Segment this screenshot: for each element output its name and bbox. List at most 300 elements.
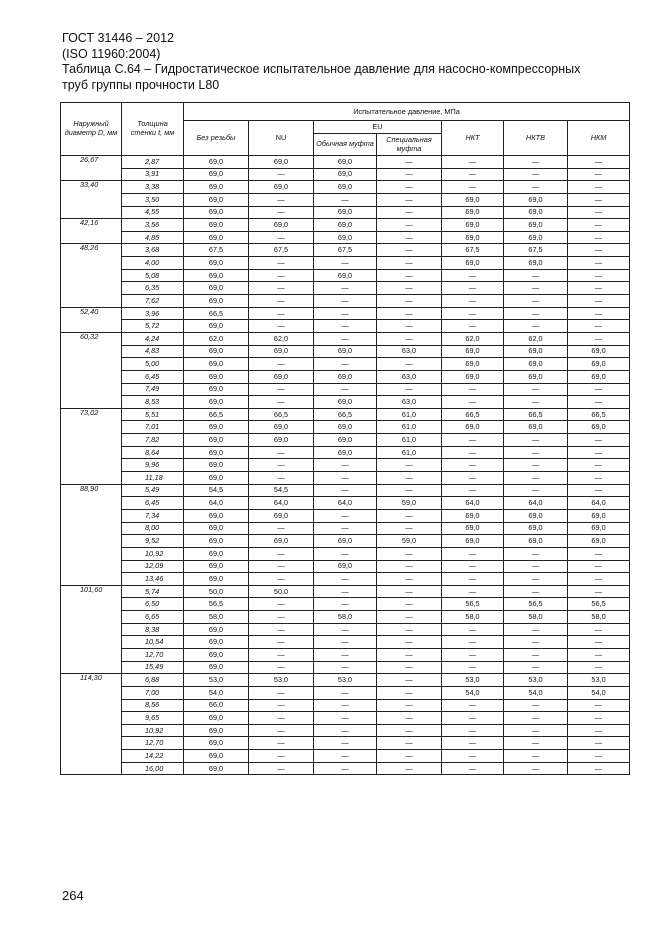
outer-diameter-cell: 60,32 — [61, 332, 122, 408]
pressure-cell: 69,0 — [249, 370, 314, 383]
pressure-cell: 69,0 — [504, 345, 568, 358]
pressure-cell: 69,0 — [249, 219, 314, 232]
table-row — [61, 762, 630, 775]
pressure-cell: 69,0 — [184, 522, 249, 535]
pressure-cell: — — [568, 244, 630, 257]
table-row — [61, 674, 630, 687]
pressure-cell: 69,0 — [249, 421, 314, 434]
pressure-cell: — — [377, 686, 442, 699]
pressure-cell: — — [314, 358, 377, 371]
pressure-cell: — — [314, 598, 377, 611]
pressure-cell: — — [377, 648, 442, 661]
table-row — [61, 345, 630, 358]
table-row — [61, 408, 630, 421]
pressure-cell: 69,0 — [314, 156, 377, 169]
pressure-cell: — — [568, 181, 630, 194]
pressure-cell: 54,0 — [568, 686, 630, 699]
pressure-cell: 59,0 — [377, 535, 442, 548]
table-row — [61, 168, 630, 181]
wall-thickness-cell: 11,18 — [122, 472, 184, 485]
pressure-cell: 69,0 — [184, 724, 249, 737]
pressure-cell: 67,5 — [442, 244, 504, 257]
table-row — [61, 611, 630, 624]
pressure-cell: 54,0 — [504, 686, 568, 699]
pressure-cell: 66,5 — [184, 408, 249, 421]
pressure-cell: — — [249, 446, 314, 459]
table-row — [61, 484, 630, 497]
pressure-cell: 69,0 — [568, 421, 630, 434]
header-eu-regular-coupling: Обычная муфта — [314, 134, 377, 156]
wall-thickness-cell: 5,49 — [122, 484, 184, 497]
pressure-cell: — — [314, 547, 377, 560]
pressure-cell: 69,0 — [184, 231, 249, 244]
pressure-cell: — — [568, 307, 630, 320]
pressure-cell: 69,0 — [184, 712, 249, 725]
pressure-cell: 56,5 — [442, 598, 504, 611]
pressure-cell: 54,5 — [184, 484, 249, 497]
pressure-cell: — — [377, 320, 442, 333]
pressure-cell: 69,0 — [184, 459, 249, 472]
pressure-cell: — — [568, 636, 630, 649]
table-row — [61, 737, 630, 750]
wall-thickness-cell: 3,68 — [122, 244, 184, 257]
pressure-cell: — — [568, 332, 630, 345]
pressure-cell: 69,0 — [504, 370, 568, 383]
pressure-cell: 66,0 — [184, 699, 249, 712]
pressure-cell: — — [249, 257, 314, 270]
table-row — [61, 206, 630, 219]
table-row — [61, 661, 630, 674]
pressure-cell: — — [504, 472, 568, 485]
table-body — [61, 156, 630, 775]
pressure-cell: 62,0 — [184, 332, 249, 345]
pressure-cell: — — [442, 762, 504, 775]
pressure-cell: — — [249, 636, 314, 649]
header-nu: NU — [249, 121, 314, 156]
pressure-cell: 56,5 — [504, 598, 568, 611]
pressure-cell: — — [442, 396, 504, 409]
pressure-cell: — — [249, 712, 314, 725]
pressure-cell: — — [504, 648, 568, 661]
pressure-cell: — — [442, 156, 504, 169]
wall-thickness-cell: 9,52 — [122, 535, 184, 548]
pressure-cell: — — [377, 282, 442, 295]
pressure-cell: 69,0 — [504, 193, 568, 206]
pressure-cell: 69,0 — [184, 181, 249, 194]
wall-thickness-cell: 3,38 — [122, 181, 184, 194]
wall-thickness-cell: 15,49 — [122, 661, 184, 674]
table-row — [61, 396, 630, 409]
pressure-cell: 53,0 — [568, 674, 630, 687]
pressure-cell: 69,0 — [249, 535, 314, 548]
pressure-cell: — — [249, 459, 314, 472]
pressure-cell: — — [249, 623, 314, 636]
pressure-cell: — — [504, 168, 568, 181]
pressure-cell: 69,0 — [504, 257, 568, 270]
pressure-cell: — — [568, 446, 630, 459]
pressure-cell: 69,0 — [184, 206, 249, 219]
table-row — [61, 295, 630, 308]
pressure-cell: 69,0 — [184, 472, 249, 485]
wall-thickness-cell: 8,38 — [122, 623, 184, 636]
pressure-cell: — — [314, 282, 377, 295]
pressure-cell: 64,0 — [249, 497, 314, 510]
pressure-cell: 69,0 — [568, 535, 630, 548]
pressure-cell: 69,0 — [184, 156, 249, 169]
pressure-cell: — — [568, 699, 630, 712]
header-wall-thickness: Толщина стенки t, мм — [122, 103, 184, 156]
pressure-cell: — — [568, 396, 630, 409]
wall-thickness-cell: 7,49 — [122, 383, 184, 396]
table-row — [61, 320, 630, 333]
pressure-cell: — — [377, 699, 442, 712]
pressure-cell: — — [377, 636, 442, 649]
header-nktv: НКТВ — [504, 121, 568, 156]
pressure-cell: 69,0 — [314, 206, 377, 219]
pressure-cell: — — [568, 282, 630, 295]
pressure-cell: — — [249, 648, 314, 661]
pressure-cell: 54,5 — [249, 484, 314, 497]
wall-thickness-cell: 6,35 — [122, 282, 184, 295]
pressure-cell: — — [377, 206, 442, 219]
pressure-cell: — — [442, 383, 504, 396]
pressure-cell: — — [504, 459, 568, 472]
table-row — [61, 535, 630, 548]
pressure-cell: 66,5 — [184, 307, 249, 320]
pressure-cell: 69,0 — [314, 269, 377, 282]
pressure-cell: — — [377, 472, 442, 485]
pressure-cell: 64,0 — [184, 497, 249, 510]
wall-thickness-cell: 3,96 — [122, 307, 184, 320]
wall-thickness-cell: 12,09 — [122, 560, 184, 573]
pressure-cell: 69,0 — [442, 257, 504, 270]
pressure-cell: — — [314, 699, 377, 712]
pressure-cell: — — [504, 547, 568, 560]
table-row — [61, 509, 630, 522]
pressure-cell: 69,0 — [314, 396, 377, 409]
pressure-cell: — — [568, 434, 630, 447]
pressure-cell: — — [249, 472, 314, 485]
pressure-cell: — — [314, 295, 377, 308]
pressure-cell: 53,0 — [442, 674, 504, 687]
table-row — [61, 181, 630, 194]
pressure-cell: — — [568, 547, 630, 560]
table-row — [61, 623, 630, 636]
pressure-cell: 63,0 — [377, 345, 442, 358]
table-row — [61, 307, 630, 320]
pressure-cell: — — [568, 737, 630, 750]
pressure-cell: — — [504, 446, 568, 459]
pressure-cell: 69,0 — [184, 648, 249, 661]
pressure-cell: 67,5 — [184, 244, 249, 257]
pressure-cell: — — [314, 484, 377, 497]
header-test-pressure: Испытательное давление, МПа — [184, 103, 630, 121]
pressure-cell: — — [377, 623, 442, 636]
table-row — [61, 560, 630, 573]
pressure-cell: 69,0 — [442, 370, 504, 383]
table-row — [61, 598, 630, 611]
pressure-cell: 53,0 — [314, 674, 377, 687]
pressure-cell: — — [377, 573, 442, 586]
pressure-cell: — — [377, 712, 442, 725]
pressure-cell: — — [442, 269, 504, 282]
table-row — [61, 699, 630, 712]
pressure-cell: 67,5 — [314, 244, 377, 257]
outer-diameter-cell: 52,40 — [61, 307, 122, 332]
pressure-cell: 69,0 — [314, 535, 377, 548]
pressure-cell: — — [568, 573, 630, 586]
pressure-cell: — — [442, 737, 504, 750]
table-row — [61, 193, 630, 206]
outer-diameter-cell: 114,30 — [61, 674, 122, 775]
pressure-cell: 69,0 — [314, 168, 377, 181]
pressure-cell: — — [504, 661, 568, 674]
pressure-cell: — — [377, 156, 442, 169]
pressure-cell: 53,0 — [249, 674, 314, 687]
pressure-cell: — — [568, 295, 630, 308]
pressure-cell: — — [377, 181, 442, 194]
pressure-cell: 69,0 — [314, 219, 377, 232]
pressure-cell: 69,0 — [184, 269, 249, 282]
pressure-cell: — — [249, 320, 314, 333]
wall-thickness-cell: 7,62 — [122, 295, 184, 308]
pressure-cell: — — [442, 636, 504, 649]
table-row — [61, 636, 630, 649]
wall-thickness-cell: 12,70 — [122, 737, 184, 750]
pressure-cell: — — [377, 484, 442, 497]
pressure-cell: 69,0 — [504, 206, 568, 219]
wall-thickness-cell: 14,22 — [122, 750, 184, 763]
pressure-cell: 69,0 — [504, 535, 568, 548]
pressure-cell: — — [249, 750, 314, 763]
pressure-cell: — — [377, 332, 442, 345]
pressure-cell: — — [504, 573, 568, 586]
pressure-cell: — — [568, 560, 630, 573]
pressure-cell: — — [568, 750, 630, 763]
pressure-cell: 69,0 — [184, 295, 249, 308]
pressure-cell: — — [314, 257, 377, 270]
pressure-cell: — — [314, 332, 377, 345]
pressure-cell: — — [504, 320, 568, 333]
wall-thickness-cell: 8,64 — [122, 446, 184, 459]
pressure-cell: — — [568, 762, 630, 775]
table-row — [61, 358, 630, 371]
pressure-cell: 69,0 — [184, 737, 249, 750]
header-plain-end: Без резьбы — [184, 121, 249, 156]
pressure-cell: — — [249, 661, 314, 674]
pressure-cell: 69,0 — [568, 522, 630, 535]
pressure-cell: — — [314, 573, 377, 586]
pressure-cell: 69,0 — [184, 370, 249, 383]
table-row — [61, 282, 630, 295]
pressure-cell: 69,0 — [504, 231, 568, 244]
pressure-cell: 69,0 — [568, 345, 630, 358]
pressure-cell: — — [442, 699, 504, 712]
pressure-cell: 61,0 — [377, 421, 442, 434]
table-row — [61, 370, 630, 383]
pressure-cell: — — [377, 762, 442, 775]
pressure-cell: — — [442, 181, 504, 194]
pressure-cell: — — [314, 686, 377, 699]
pressure-cell: 58,0 — [184, 611, 249, 624]
pressure-cell: — — [568, 383, 630, 396]
pressure-cell: 62,0 — [249, 332, 314, 345]
wall-thickness-cell: 5,00 — [122, 358, 184, 371]
pressure-cell: 63,0 — [377, 370, 442, 383]
pressure-cell: 66,5 — [249, 408, 314, 421]
outer-diameter-cell: 33,40 — [61, 181, 122, 219]
table-row — [61, 547, 630, 560]
pressure-cell: — — [249, 383, 314, 396]
pressure-cell: — — [504, 156, 568, 169]
pressure-cell: — — [249, 522, 314, 535]
wall-thickness-cell: 4,24 — [122, 332, 184, 345]
pressure-cell: 69,0 — [184, 257, 249, 270]
pressure-cell: 69,0 — [184, 358, 249, 371]
wall-thickness-cell: 12,70 — [122, 648, 184, 661]
outer-diameter-cell: 88,90 — [61, 484, 122, 585]
table-row — [61, 459, 630, 472]
table-row — [61, 332, 630, 345]
pressure-cell: — — [504, 396, 568, 409]
pressure-cell: — — [442, 484, 504, 497]
wall-thickness-cell: 7,82 — [122, 434, 184, 447]
pressure-cell: — — [568, 156, 630, 169]
header-eu-special-coupling: Специальная муфта — [377, 134, 442, 156]
pressure-cell: 69,0 — [184, 762, 249, 775]
pressure-cell: — — [377, 750, 442, 763]
table-row — [61, 472, 630, 485]
pressure-cell: — — [314, 724, 377, 737]
pressure-cell: 62,0 — [442, 332, 504, 345]
pressure-cell: — — [377, 509, 442, 522]
table-caption-line-1: Таблица С.64 – Гидростатическое испытательное давление для насосно-компрессорных — [62, 62, 581, 77]
pressure-cell: 69,0 — [568, 370, 630, 383]
pressure-cell: — — [568, 585, 630, 598]
pressure-cell: 58,0 — [568, 611, 630, 624]
pressure-cell: 54,0 — [442, 686, 504, 699]
pressure-cell: — — [377, 522, 442, 535]
wall-thickness-cell: 4,00 — [122, 257, 184, 270]
wall-thickness-cell: 4,83 — [122, 345, 184, 358]
pressure-cell: 69,0 — [314, 181, 377, 194]
pressure-cell: 69,0 — [184, 661, 249, 674]
pressure-cell: — — [442, 446, 504, 459]
table-row — [61, 724, 630, 737]
pressure-cell: — — [249, 295, 314, 308]
table-row — [61, 156, 630, 169]
wall-thickness-cell: 3,91 — [122, 168, 184, 181]
pressure-cell: — — [442, 434, 504, 447]
pressure-cell: — — [377, 193, 442, 206]
wall-thickness-cell: 6,50 — [122, 598, 184, 611]
wall-thickness-cell: 6,88 — [122, 674, 184, 687]
wall-thickness-cell: 10,54 — [122, 636, 184, 649]
pressure-cell: — — [442, 661, 504, 674]
table-row — [61, 219, 630, 232]
pressure-cell: 69,0 — [184, 168, 249, 181]
pressure-cell: 69,0 — [184, 434, 249, 447]
outer-diameter-cell: 48,26 — [61, 244, 122, 307]
pressure-cell: 53,0 — [504, 674, 568, 687]
pressure-cell: — — [314, 661, 377, 674]
wall-thickness-cell: 9,96 — [122, 459, 184, 472]
pressure-cell: — — [442, 320, 504, 333]
pressure-cell: 69,0 — [184, 623, 249, 636]
pressure-cell: 56,5 — [184, 598, 249, 611]
pressure-cell: 69,0 — [249, 181, 314, 194]
table-caption-line-2: труб группы прочности L80 — [62, 77, 220, 92]
pressure-cell: 69,0 — [314, 345, 377, 358]
pressure-cell: 69,0 — [504, 358, 568, 371]
pressure-cell: 69,0 — [184, 345, 249, 358]
pressure-cell: — — [249, 547, 314, 560]
pressure-cell: — — [377, 547, 442, 560]
pressure-cell: 61,0 — [377, 434, 442, 447]
pressure-cell: 69,0 — [184, 421, 249, 434]
pressure-cell: — — [568, 724, 630, 737]
pressure-cell: — — [249, 269, 314, 282]
pressure-cell: — — [504, 181, 568, 194]
pressure-cell: 69,0 — [184, 535, 249, 548]
pressure-cell: 69,0 — [249, 434, 314, 447]
header-eu: EU — [314, 121, 442, 134]
pressure-cell: 61,0 — [377, 408, 442, 421]
pressure-cell: — — [377, 269, 442, 282]
pressure-cell: 69,0 — [184, 320, 249, 333]
iso-reference: (ISO 11960:2004) — [62, 46, 161, 61]
table-row — [61, 269, 630, 282]
pressure-cell: — — [249, 686, 314, 699]
table-row — [61, 585, 630, 598]
table-row — [61, 648, 630, 661]
pressure-cell: — — [568, 648, 630, 661]
pressure-cell: 69,0 — [184, 193, 249, 206]
pressure-cell: — — [568, 269, 630, 282]
pressure-cell: — — [377, 244, 442, 257]
pressure-cell: — — [504, 269, 568, 282]
pressure-cell: — — [314, 472, 377, 485]
pressure-cell: 69,0 — [442, 358, 504, 371]
wall-thickness-cell: 5,51 — [122, 408, 184, 421]
pressure-cell: — — [504, 484, 568, 497]
pressure-cell: — — [314, 459, 377, 472]
header-nkm: НКМ — [568, 121, 630, 156]
pressure-cell: 64,0 — [314, 497, 377, 510]
pressure-cell: — — [504, 383, 568, 396]
outer-diameter-cell: 101,60 — [61, 585, 122, 673]
pressure-cell: — — [377, 598, 442, 611]
pressure-cell: 58,0 — [314, 611, 377, 624]
pressure-cell: 69,0 — [314, 446, 377, 459]
pressure-cell: 69,0 — [504, 421, 568, 434]
wall-thickness-cell: 3,50 — [122, 193, 184, 206]
pressure-cell: — — [377, 674, 442, 687]
pressure-cell: 69,0 — [442, 509, 504, 522]
pressure-cell: — — [314, 762, 377, 775]
pressure-cell: — — [504, 737, 568, 750]
header-outer-diameter: Наружный диаметр D, мм — [61, 103, 122, 156]
table-row — [61, 421, 630, 434]
pressure-cell: — — [314, 648, 377, 661]
pressure-cell: — — [249, 699, 314, 712]
pressure-cell: — — [377, 257, 442, 270]
pressure-cell: 69,0 — [568, 509, 630, 522]
pressure-cell: — — [314, 193, 377, 206]
wall-thickness-cell: 5,72 — [122, 320, 184, 333]
pressure-cell: — — [568, 206, 630, 219]
table-row — [61, 446, 630, 459]
